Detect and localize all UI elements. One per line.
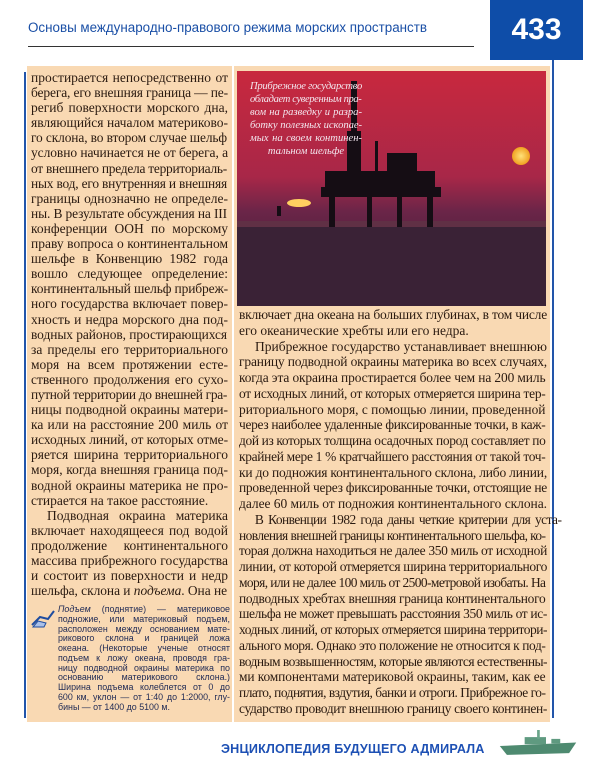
text-line: водной окраины материка не про- <box>31 477 228 493</box>
text-line: ницы подводной окраины матери- <box>31 402 228 418</box>
text-line: условно начинается не от берега, а <box>31 145 228 161</box>
text-line: океана. (Некоторые ученые относят <box>58 643 230 653</box>
text-line: Ширина подъема колеблется от 0 до <box>58 682 230 692</box>
text-line: основанию материкового склона.) <box>58 672 230 683</box>
right-border-rule <box>552 60 554 718</box>
text-line: путной территории до внешней гра- <box>31 386 228 402</box>
text-line: подножие, или материковый подъем, <box>58 613 230 624</box>
text-line: торая должна находиться не далее 350 миль от исходной <box>239 543 547 559</box>
text-line: тальном шельфе <box>267 146 345 157</box>
text-line: новления внешней границы континентального шельфа, ко- <box>239 527 546 543</box>
warship-illustration <box>498 727 578 765</box>
text-line: шельфа не может превышать расстояния 350 миль от ис- <box>239 606 547 622</box>
text-line: простирается непосредственно от <box>31 70 228 85</box>
text-line: моря, когда внешняя граница под- <box>31 462 228 478</box>
writing-hand-icon <box>30 607 56 629</box>
text-line: дой из которых толщина осадочных пород составляет по <box>239 433 546 448</box>
text-line: проведенной через фиксированные точки, отстоящие не <box>239 480 547 496</box>
text-line: вошло следующее определение: <box>31 266 228 282</box>
text-line: сударство проводит внешнюю границу своего континен- <box>239 700 547 716</box>
text-line: и состоит из поверхности и недр <box>31 568 228 584</box>
text-line: подводных хребтах внешняя граница континентального <box>239 590 546 606</box>
text-line: ряется ширина территориального <box>31 447 228 463</box>
text-line: далее 60 миль от подножия континентального склона. <box>239 496 547 511</box>
text-fragment: шельфа, склона и <box>31 583 134 599</box>
text-line: водных районов, простирающихся <box>31 326 228 342</box>
text-line: подъем к ложу океана, проводя гра- <box>58 652 230 663</box>
left-border-rule <box>24 72 26 718</box>
text-line: ботку полезных ископае- <box>250 120 362 131</box>
running-header: Основы международно-правового режима морских пространств <box>28 20 427 35</box>
text-line: плато, поднятия, вздутия, банки и отроги. Прибрежное го- <box>239 685 546 700</box>
text-line: включает дна океана на больших глубинах, в том числе <box>239 307 547 322</box>
text-line: региб поверхности морского дна, <box>31 100 228 116</box>
text-line: шельфе в Конвенцию 1982 года <box>31 251 228 267</box>
text-line: через наиболее удаленные фиксированные точки, в каж- <box>239 417 546 433</box>
note-term: Подъем <box>58 604 91 614</box>
text-line: ных вод, его внутренняя и внешняя <box>31 175 228 191</box>
text-line: линии, от которой отмеряется ширина территориального <box>239 559 547 574</box>
text-line: за пределы его территориального <box>31 341 228 357</box>
text-line: вом на разведку и разра- <box>250 107 362 118</box>
text-line: риториального моря, с помощью линии, проведенной <box>239 401 546 417</box>
text-line: Прибрежное государство <box>250 81 362 92</box>
text-line: рикового склона и границей ложа <box>58 633 230 644</box>
text-line: го склона, во втором случае шельф <box>31 130 228 146</box>
text-line: ного государства включает повер- <box>31 296 228 312</box>
text-line: ка или на расстояние 200 миль от <box>31 417 228 433</box>
text-line: границу подводной окраины материка во всех случаях, <box>239 354 547 370</box>
page-number: 433 <box>490 0 583 60</box>
text-line: берега, его внешняя граница — пе- <box>31 85 228 101</box>
text-line: В Конвенции 1982 года даны четкие критерии для уста- <box>254 511 562 527</box>
text-line: ницу подводной окраины материка по <box>58 662 230 673</box>
left-text-column <box>31 70 228 598</box>
text-line: от исходных линий, от которых отмеряется ширина тер- <box>239 385 546 401</box>
text-line: Прибрежное государство устанавливает внешнюю <box>255 338 547 354</box>
text-line: исходных линий, от которых отме- <box>31 432 228 448</box>
text-line: моря на всем протяжении есте- <box>31 356 228 372</box>
text-line: ны. В результате обсуждения на III <box>31 205 228 221</box>
text-line: расположен между основанием мате- <box>58 623 230 634</box>
text-line: конференции ООН по морскому <box>31 220 228 236</box>
text-line: ходных линий, от которых отмеряется ширина территори- <box>239 622 547 637</box>
text-line: границы однозначно не определе- <box>31 190 228 206</box>
text-line: когда эта окраина простирается более чем на 200 миль <box>239 370 546 385</box>
text-line: континентальный шельф прибреж- <box>31 281 228 297</box>
photo-caption <box>250 80 362 158</box>
footnote-rise-definition <box>58 605 230 712</box>
text-line: Подводная окраина материка <box>47 507 228 523</box>
text-line: моря, или не далее 100 миль от 2500-метровой изобаты. На <box>239 574 546 590</box>
text-line: крайней мере 1 % кратчайшего расстояния от такой точ- <box>239 448 546 464</box>
text-line: ми компонентами материковой окраины, таким, как ее <box>239 669 546 685</box>
text-line: праву вопроса о континентальном <box>31 236 228 252</box>
text-line: 600 км, уклон — от 1:40 до 1:2000, глу- <box>58 691 230 702</box>
text-line: включает находящееся под водой <box>31 522 228 538</box>
text-line: ального моря. Однако это положение не относится к под- <box>239 637 546 653</box>
text-line: ственного продолжения его сухо- <box>31 371 228 387</box>
text-line <box>31 583 227 598</box>
text-line: водным возвышенностям, которые являются естественны- <box>239 653 547 669</box>
text-line: стирается на такое расстояние. <box>31 492 209 508</box>
text-fragment: подъема <box>133 583 182 599</box>
text-line: массива прибрежного государства <box>31 553 228 568</box>
right-text-column <box>239 307 562 717</box>
text-fragment: (поднятие) — материковое <box>90 604 230 614</box>
text-fragment: . Она не <box>181 583 228 599</box>
text-line: мых на своем континен- <box>250 133 362 144</box>
header-rule <box>28 46 474 47</box>
text-line: от внешнего предела территориаль- <box>31 160 228 176</box>
text-line: его океанические хребты или его недра. <box>239 322 469 338</box>
footer-series-title: ЭНЦИКЛОПЕДИЯ БУДУЩЕГО АДМИРАЛА <box>221 742 485 756</box>
text-line: являющийся началом материково- <box>31 115 228 131</box>
text-line: продолжение континентального <box>31 537 228 553</box>
text-line: обладает суверенным пра- <box>250 94 362 105</box>
text-line: хность и недра морского дна под- <box>31 311 228 327</box>
text-line: ки до подножия континентального склона, либо линии, <box>239 464 547 480</box>
text-line: бины — от 1400 до 5100 м. <box>58 701 170 712</box>
